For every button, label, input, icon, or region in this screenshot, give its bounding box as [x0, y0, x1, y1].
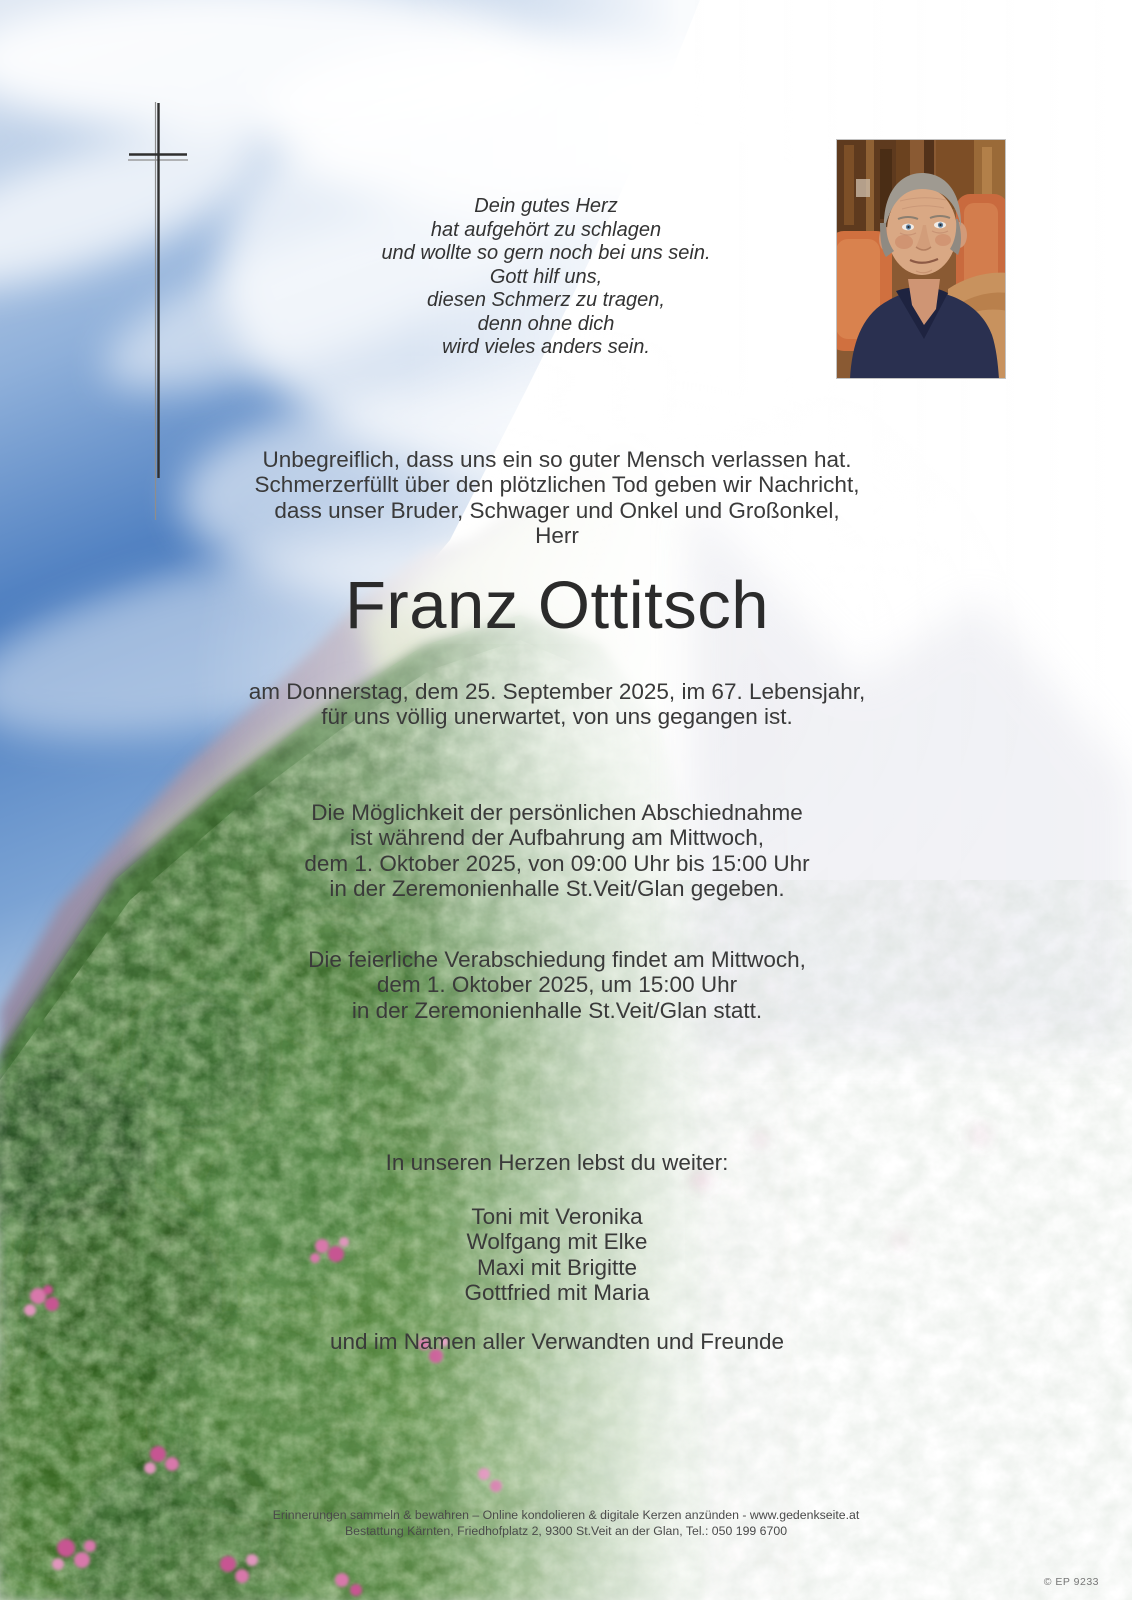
remembrance-intro: In unseren Herzen lebst du weiter: [385, 1150, 729, 1175]
farewell-info-line: in der Zeremonienhalle St.Veit/Glan statt. [351, 997, 763, 1023]
viewing-info-line: in der Zeremonienhalle St.Veit/Glan gegeben. [329, 876, 785, 902]
funeral-home-footer [0, 1507, 1132, 1539]
viewing-info-line: ist während der Aufbahrung am Mittwoch, [350, 825, 764, 851]
print-code: © EP 9233 [1043, 1576, 1099, 1588]
viewing-info-line: dem 1. Oktober 2025, von 09:00 Uhr bis 15:00 Uhr [304, 850, 810, 876]
deceased-name: Franz Ottitsch [345, 568, 769, 643]
family-names [0, 1204, 1114, 1306]
death-date-line: am Donnerstag, dem 25. September 2025, im 67. Lebensjahr, [248, 679, 866, 704]
poem-line: denn ohne dich [477, 312, 615, 335]
announcement-line: Herr [535, 523, 579, 549]
death-date-info [0, 679, 1114, 730]
farewell-ceremony-info [0, 947, 1114, 1023]
farewell-info-line: dem 1. Oktober 2025, um 15:00 Uhr [376, 972, 738, 998]
viewing-info [0, 800, 1114, 902]
footer-line: Erinnerungen sammeln & bewahren – Online kondolieren & digitale Kerzen anzünden - www.gedenkseite.at [272, 1508, 860, 1522]
remembrance-closing: und im Namen aller Verwandten und Freunde [329, 1329, 785, 1354]
announcement-line: dass unser Bruder, Schwager und Onkel und Großonkel, [274, 497, 840, 523]
farewell-info-line: Die feierliche Verabschiedung findet am Mittwoch, [308, 947, 806, 972]
viewing-info-line: Die Möglichkeit der persönlichen Abschiednahme [311, 800, 803, 825]
death-date-line: für uns völlig unerwartet, von uns gegangen ist. [321, 704, 793, 730]
death-announcement [0, 447, 1114, 549]
announcement-line: Schmerzerfüllt über den plötzlichen Tod geben wir Nachricht, [254, 472, 860, 498]
poem-line: wird vieles anders sein. [442, 336, 650, 358]
family-name-line: Toni mit Veronika [471, 1204, 643, 1229]
poem-line: diesen Schmerz zu tragen, [427, 289, 665, 311]
poem-line: und wollte so gern noch bei uns sein. [381, 242, 711, 264]
family-name-line: Maxi mit Brigitte [476, 1254, 638, 1280]
poem-line: Gott hilf uns, [489, 265, 603, 288]
poem-line: hat aufgehört zu schlagen [430, 218, 662, 241]
memorial-poem [0, 195, 1092, 360]
announcement-line: Unbegreiflich, dass uns ein so guter Mensch verlassen hat. [262, 447, 852, 472]
footer-line: Bestattung Kärnten, Friedhofplatz 2, 9300 St.Veit an der Glan, Tel.: 050 199 6700 [344, 1524, 788, 1538]
family-name-line: Gottfried mit Maria [464, 1280, 650, 1306]
poem-line: Dein gutes Herz [474, 195, 618, 217]
family-name-line: Wolfgang mit Elke [466, 1229, 648, 1255]
